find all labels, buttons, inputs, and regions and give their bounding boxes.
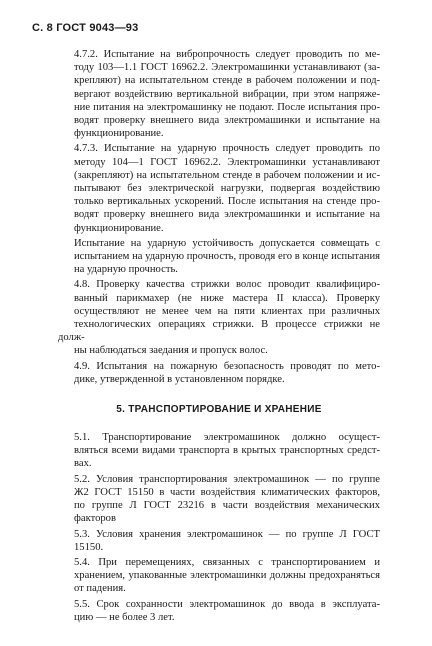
sec4-paragraph-5: [58, 360, 380, 386]
sec4-paragraph-1: [58, 48, 380, 140]
text-line: цию — не более 3 лет.: [74, 611, 175, 623]
sec5-paragraph-2: [58, 473, 380, 526]
text-line: водят проверку внешнего вида электромашинки и испытание на: [74, 115, 380, 127]
sec5-paragraph-1: [58, 431, 380, 471]
text-line: 5.4. При перемещениях, связанных с транспортированием и: [74, 556, 380, 568]
text-line: ны наблюдаться заедания и пропуск волос.: [74, 345, 268, 357]
text-line: 15150.: [74, 541, 104, 553]
section-4-content: [58, 48, 380, 386]
text-line: функционирование.: [74, 222, 164, 234]
text-line: технологических операциях стрижки. В процессе стрижки не долж-: [58, 319, 380, 344]
text-line: Испытание на ударную устойчивость допускается совмещать с: [74, 237, 380, 249]
text-line: 5.1. Транспортирование электромашинок должно осущест-: [74, 432, 380, 444]
text-line: осуществляют не менее чем на пяти клиентах при различных: [74, 305, 380, 317]
text-line: хранением, упакованные электромашинки должны предохраняться: [74, 570, 380, 582]
section-5-title: 5. ТРАНСПОРТИРОВАНИЕ И ХРАНЕНИЕ: [116, 404, 322, 416]
text-line: 5.3. Условия хранения электромашинок — по группе Л ГОСТ: [74, 528, 380, 540]
text-line: на ударную прочность.: [74, 264, 178, 276]
sec5-paragraph-4: [58, 556, 380, 596]
text-line: (закрепляют) на испытательном стенде в рабочем положении и ис-: [74, 169, 380, 181]
text-line: вляться всеми видами транспорта в крытых транспортных средст-: [74, 445, 380, 457]
text-line: методу 104—1 ГОСТ 16962.2. Электромашинки устанавливают: [74, 156, 380, 168]
text-line: Ж2 ГОСТ 15150 в части воздействия климатических факторов,: [74, 486, 380, 498]
text-line: 5.5. Срок сохранности электромашинок до ввода в эксплуата-: [74, 598, 380, 610]
text-line: вах.: [74, 458, 92, 470]
text-line: 4.8. Проверку качества стрижки волос проводит квалифициро-: [74, 279, 380, 291]
text-line: факторов: [74, 513, 116, 525]
text-line: ванный парикмахер (не ниже мастера II класса). Проверку: [74, 292, 380, 304]
text-line: 5.2. Условия транспортирования электромашинок — по группе: [74, 473, 380, 485]
text-line: крепляют) на испытательном стенде в рабочем положении и под-: [74, 75, 380, 87]
sec4-paragraph-2: [58, 142, 380, 234]
sec4-paragraph-3: [58, 237, 380, 277]
text-line: по группе Л ГОСТ 23216 в части воздействия механических: [74, 500, 380, 512]
text-line: от падения.: [74, 583, 126, 595]
text-line: ние питания на электромашинку не подают. После испытания про-: [74, 101, 380, 113]
sec5-paragraph-5: [58, 598, 380, 624]
text-line: дике, утвержденной в установленном порядке.: [74, 373, 285, 385]
sec5-paragraph-3: [58, 528, 380, 554]
text-line: тоду 103—1.1 ГОСТ 16962.2. Электромашинки устанавливают (за-: [74, 62, 380, 74]
section-5-content: [58, 431, 380, 624]
text-line: функционирование.: [74, 128, 164, 140]
text-line: вергают воздействию вертикальной вибрации, при этом напряже-: [74, 88, 380, 100]
page-header: С. 8 ГОСТ 9043—93: [32, 22, 139, 34]
text-line: 4.7.2. Испытание на вибропрочность следует проводить по ме-: [74, 49, 380, 60]
text-line: испытанием на ударную прочность, проводя его в конце испытания: [74, 251, 380, 263]
text-line: водят проверку внешнего вида электромашинки и испытание на: [74, 209, 380, 221]
text-line: 4.9. Испытания на пожарную безопасность проводят по мето-: [74, 360, 380, 372]
text-line: 4.7.3. Испытание на ударную прочность следует проводить по: [74, 143, 380, 155]
text-line: только вертикальных ускорений. После испытания на стенде про-: [74, 196, 380, 208]
text-line: пытывают без электрической нагрузки, подвергая воздействию: [74, 183, 380, 195]
sec4-paragraph-4: [58, 278, 380, 357]
